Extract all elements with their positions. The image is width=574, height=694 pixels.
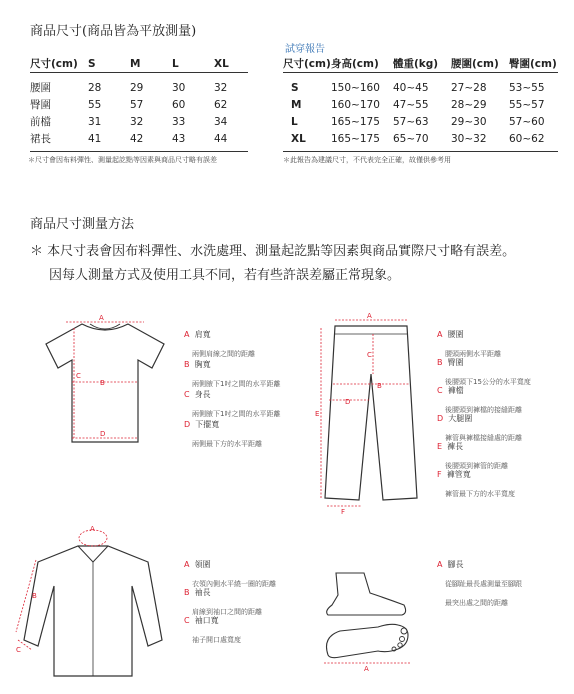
cell: 47~55 bbox=[393, 98, 429, 111]
table-row bbox=[30, 130, 248, 147]
legend-letter: C bbox=[184, 390, 190, 399]
cell: 33 bbox=[172, 115, 186, 128]
fit-report-title: 試穿報告 bbox=[285, 44, 325, 55]
cell: 57 bbox=[130, 98, 144, 111]
cell: 32 bbox=[130, 115, 144, 128]
shirt-diagram bbox=[8, 520, 170, 680]
legend-desc: 最突出處之間的距離 bbox=[445, 599, 508, 607]
shirt-label-c: C bbox=[16, 646, 21, 654]
size-chart-header: M bbox=[130, 55, 172, 73]
table-row bbox=[283, 113, 558, 130]
tshirt-label-b: B bbox=[100, 379, 105, 387]
cell: 34 bbox=[214, 115, 228, 128]
legend-item bbox=[437, 350, 567, 386]
cell: L bbox=[291, 115, 298, 128]
cell: 28~29 bbox=[451, 98, 487, 111]
cell: 60~62 bbox=[509, 132, 545, 145]
tshirt-outline bbox=[46, 324, 164, 442]
table-row bbox=[283, 130, 558, 147]
shirt-label-a: A bbox=[90, 525, 95, 533]
legend-letter: D bbox=[437, 414, 444, 423]
legend-name: 下擺寬 bbox=[195, 420, 220, 429]
cell: 前檔 bbox=[30, 116, 51, 128]
legend-name: 胸寬 bbox=[194, 360, 211, 369]
tshirt-legend bbox=[184, 322, 304, 448]
tshirt-diagram bbox=[40, 310, 170, 450]
legend-name: 褲檔 bbox=[447, 386, 464, 395]
fit-report-header: 尺寸(cm) bbox=[283, 55, 331, 73]
size-chart-header: S bbox=[88, 55, 130, 73]
cell: 44 bbox=[214, 132, 228, 145]
fit-report-header: 體重(kg) bbox=[393, 55, 451, 73]
table-row bbox=[30, 79, 248, 96]
legend-letter: A bbox=[437, 330, 443, 339]
cell: 32 bbox=[214, 81, 228, 94]
legend-item bbox=[184, 322, 304, 358]
tshirt-label-d: D bbox=[100, 430, 106, 438]
fit-report-header: 身高(cm) bbox=[331, 55, 393, 73]
legend-item bbox=[437, 322, 567, 358]
cell: 28 bbox=[88, 81, 102, 94]
cell: 41 bbox=[88, 132, 102, 145]
legend-desc: 褲管最下方的水平寬度 bbox=[445, 490, 515, 498]
cell: 150~160 bbox=[331, 81, 380, 94]
pants-label-e: E bbox=[315, 410, 320, 418]
table-row bbox=[283, 96, 558, 113]
cell: 42 bbox=[130, 132, 144, 145]
pants-diagram bbox=[315, 312, 427, 517]
cell: 腰圍 bbox=[30, 82, 51, 94]
table-row bbox=[30, 96, 248, 113]
legend-letter: F bbox=[437, 470, 442, 479]
legend-letter: B bbox=[437, 358, 443, 367]
cell: 160~170 bbox=[331, 98, 380, 111]
cell: 27~28 bbox=[451, 81, 487, 94]
legend-name: 褲管寬 bbox=[446, 470, 471, 479]
size-chart-header: L bbox=[172, 55, 214, 73]
cell: 裙長 bbox=[30, 133, 51, 145]
size-chart-table bbox=[30, 55, 248, 152]
size-chart-title: 商品尺寸(商品皆為平放測量) bbox=[30, 24, 197, 39]
pants-label-a: A bbox=[367, 312, 372, 320]
legend-name: 身長 bbox=[194, 390, 211, 399]
legend-desc: 從腳趾最長處測量至腳跟 bbox=[445, 580, 522, 588]
size-chart-header: 尺寸(cm) bbox=[30, 55, 88, 73]
foot-legend bbox=[437, 552, 567, 609]
cell: 40~45 bbox=[393, 81, 429, 94]
legend-desc: 兩側腋下1吋之間的水平距離 bbox=[192, 410, 281, 418]
legend-name: 腰圍 bbox=[447, 330, 464, 339]
foot-toes bbox=[392, 628, 407, 651]
legend-name: 肩寬 bbox=[194, 330, 211, 339]
legend-desc: 腰頭兩側水平距離 bbox=[445, 350, 501, 358]
cell: 165~175 bbox=[331, 115, 380, 128]
cell: 165~175 bbox=[331, 132, 380, 145]
cell: 57~60 bbox=[509, 115, 545, 128]
cell: 31 bbox=[88, 115, 102, 128]
legend-name: 袖長 bbox=[194, 588, 211, 597]
legend-desc: 兩側腋下1吋之間的水平距離 bbox=[192, 380, 281, 388]
fit-report-footnote: ＊此報告為建議尺寸，不代表完全正確，故僅供參考用 bbox=[283, 156, 451, 164]
legend-item bbox=[437, 552, 567, 609]
legend-letter: A bbox=[184, 330, 190, 339]
pants-label-b: B bbox=[377, 382, 382, 390]
cell: 30~32 bbox=[451, 132, 487, 145]
legend-desc: 兩側最下方的水平距離 bbox=[192, 440, 262, 448]
legend-desc: 兩側肩線之間的距離 bbox=[192, 350, 255, 358]
legend-letter: E bbox=[437, 442, 443, 451]
legend-name: 褲長 bbox=[447, 442, 464, 451]
tshirt-label-c: C bbox=[76, 372, 81, 380]
legend-desc: 衣領內側水平繞一圈的距離 bbox=[192, 580, 276, 588]
legend-name: 臀圍 bbox=[447, 358, 464, 367]
cell: 65~70 bbox=[393, 132, 429, 145]
cell: 43 bbox=[172, 132, 186, 145]
tshirt-label-a: A bbox=[99, 314, 104, 322]
legend-desc: 袖子開口處寬度 bbox=[192, 636, 241, 644]
cell: M bbox=[291, 98, 302, 111]
foot-diagram bbox=[318, 565, 418, 675]
pants-label-d: D bbox=[345, 398, 351, 406]
method-title: 商品尺寸測量方法 bbox=[30, 217, 135, 232]
legend-desc: 後腰頭到褲管的距離 bbox=[445, 462, 508, 470]
legend-name: 大腿圍 bbox=[448, 414, 473, 423]
cell: 55 bbox=[88, 98, 102, 111]
method-note-line1: ＊ 本尺寸表會因布料彈性、水洗處理、測量起訖點等因素與商品實際尺寸略有誤差。 bbox=[30, 244, 516, 259]
legend-name: 領圍 bbox=[194, 560, 211, 569]
cell: 60 bbox=[172, 98, 186, 111]
cell: 臀圍 bbox=[30, 99, 51, 111]
size-chart-header: XL bbox=[214, 55, 248, 73]
cell: 29~30 bbox=[451, 115, 487, 128]
legend-letter: B bbox=[184, 588, 190, 597]
cell: 30 bbox=[172, 81, 186, 94]
shirt-collar bbox=[78, 546, 108, 562]
shirt-legend bbox=[184, 552, 304, 644]
cell: 29 bbox=[130, 81, 144, 94]
legend-desc: 後腰頭下15公分的水平寬度 bbox=[445, 378, 531, 386]
cell: 55~57 bbox=[509, 98, 545, 111]
pants-legend bbox=[437, 322, 567, 498]
legend-desc: 肩線到袖口之間的距離 bbox=[192, 608, 262, 616]
size-chart-footnote: ＊尺寸會因布料彈性、測量起訖點等因素與商品尺寸略有誤差 bbox=[28, 156, 217, 164]
pants-label-c: C bbox=[367, 351, 372, 359]
legend-letter: D bbox=[184, 420, 191, 429]
cell: 53~55 bbox=[509, 81, 545, 94]
cell: 57~63 bbox=[393, 115, 429, 128]
pants-label-f: F bbox=[341, 508, 346, 516]
legend-letter: A bbox=[437, 560, 443, 569]
legend-name: 袖口寬 bbox=[194, 616, 219, 625]
cell: S bbox=[291, 81, 299, 94]
legend-item bbox=[184, 552, 304, 588]
shirt-label-b: B bbox=[32, 592, 37, 600]
cell: XL bbox=[291, 132, 306, 145]
legend-letter: C bbox=[184, 616, 190, 625]
foot-sole-outline bbox=[327, 624, 409, 657]
method-note-line2: 因每人測量方式及使用工具不同，若有些許誤差屬正常現象。 bbox=[49, 268, 401, 283]
legend-desc: 後腰頭到褲檔的接縫距離 bbox=[445, 406, 522, 414]
legend-letter: B bbox=[184, 360, 190, 369]
legend-name: 腳長 bbox=[447, 560, 464, 569]
legend-letter: C bbox=[437, 386, 443, 395]
cell: 62 bbox=[214, 98, 228, 111]
legend-letter: A bbox=[184, 560, 190, 569]
table-row bbox=[283, 79, 558, 96]
legend-desc: 褲管與褲檔接縫處的距離 bbox=[445, 434, 522, 442]
fit-report-header: 腰圍(cm) bbox=[451, 55, 509, 73]
fit-report-table bbox=[283, 55, 558, 152]
table-row bbox=[30, 113, 248, 130]
fit-report-header: 臀圍(cm) bbox=[509, 55, 558, 73]
foot-side-outline bbox=[327, 573, 406, 615]
foot-label-a: A bbox=[364, 665, 369, 673]
